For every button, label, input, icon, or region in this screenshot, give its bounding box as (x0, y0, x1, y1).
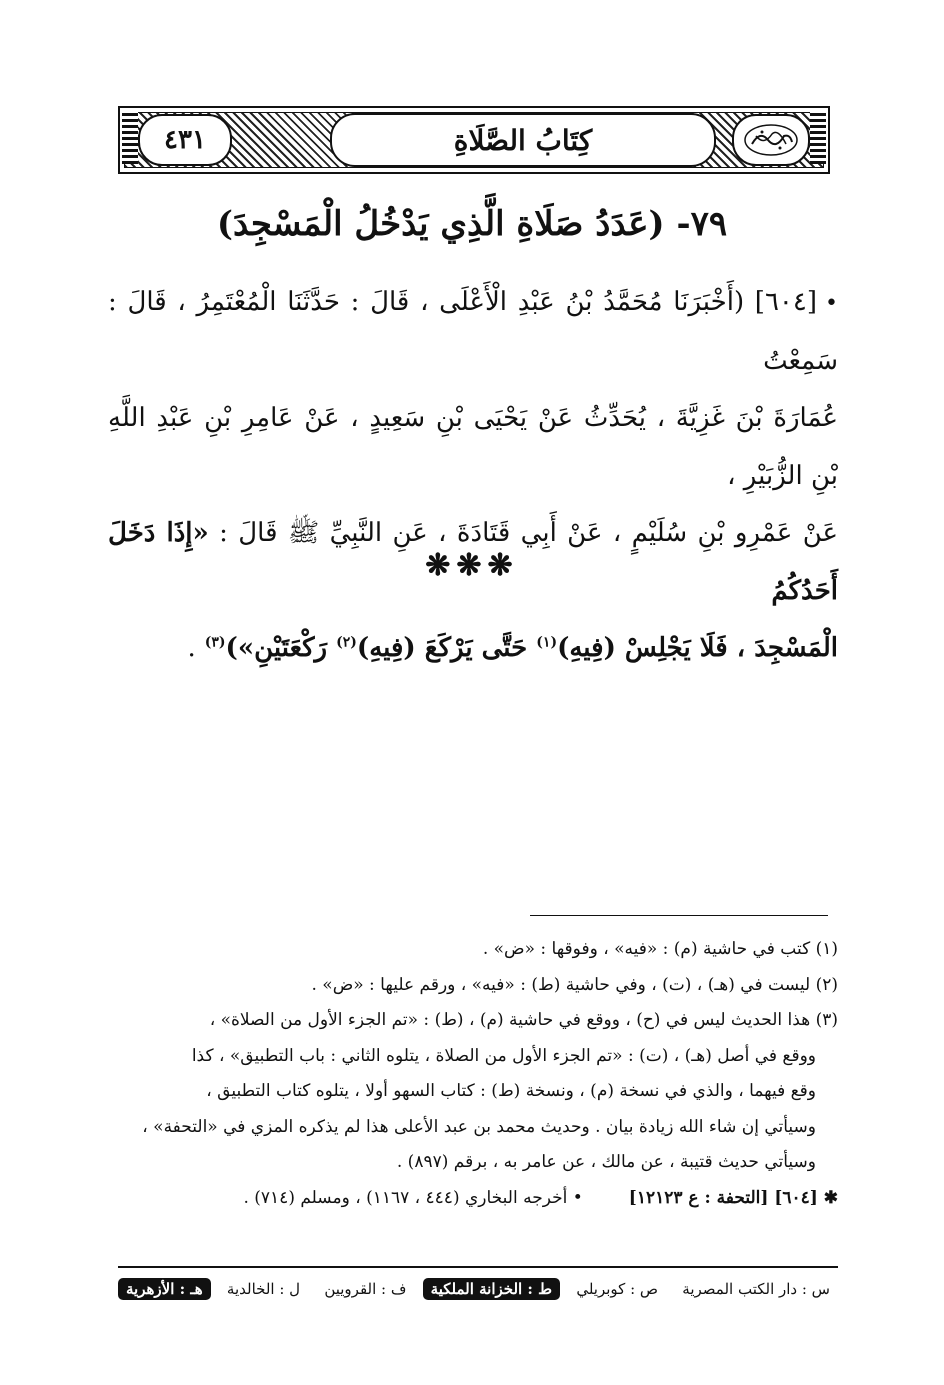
hadith-matn-start: «إِذَا دَخَلَ أَحَدُكُمُ (108, 518, 838, 606)
right-corner-ornament (810, 112, 826, 164)
footnote-2: (٢) ليست في (هـ) ، (ت) ، وفي حاشية (ط) : «فيه» ، ورقم عليها : «ض» . (311, 974, 838, 995)
hadith-line-1 (108, 274, 838, 390)
hadith-end-dot: . (187, 633, 196, 663)
hadith-line-1-text: [٦٠٤] (أَخْبَرَنَا مُحَمَّدُ بْنُ عَبْدِ الْأَعْلَى ، قَالَ : حَدَّثَنَا الْمُعْتَمِرُ ، قَالَ : سَمِعْتُ (108, 287, 838, 376)
footnote-ref-2[interactable]: (٢) (336, 634, 357, 651)
hadith-line-4a: الْمَسْجِدَ ، فَلَا يَجْلِسْ (فِيهِ) (557, 633, 838, 663)
manuscript-legend (118, 1272, 838, 1306)
footnote-ref-3[interactable]: (٣) (204, 634, 226, 651)
footnote-ref-1[interactable]: (١) (536, 634, 558, 651)
hadith-line-4 (108, 620, 838, 678)
legend-item-sad: ص : كوبريلي (576, 1280, 659, 1298)
footnote-3-line-1: (٣) هذا الحديث ليس في (ح) ، ووقع في حاشية (م) ، (ط) : «تم الجزء الأول من الصلاة» ، (209, 1010, 838, 1030)
page-number: ٤٣١ (164, 125, 206, 155)
footnote-3-line-3: وقع فيهما ، والذي في نسخة (م) ، ونسخة (ط) : كتاب السهو أولا ، يتلوه كتاب التطبيق ، (206, 1081, 816, 1101)
calligraphy-emblem-icon (742, 122, 800, 158)
footnote-3-line-2: ووقع في أصل (هـ) ، (ت) : «تم الجزء الأول من الصلاة ، يتلوه الثاني : باب التطبيق» ، كذا (191, 1045, 816, 1066)
hadith-line-4c: رَكْعَتَيْنِ») (225, 633, 328, 663)
footnote-rule (530, 915, 828, 916)
legend-item-fa: ف : القرويين (324, 1280, 407, 1298)
legend-item-ha: هـ : الأزهرية (118, 1278, 211, 1300)
book-emblem (732, 114, 810, 166)
footnote-3-line-5: وسيأتي حديث قتيبة ، عن مالك ، عن عامر به ، برقم (٨٩٧) . (396, 1152, 816, 1172)
hadith-bullet: • (825, 291, 838, 316)
page-number-cartouche (138, 114, 232, 166)
footnotes (118, 932, 838, 1216)
legend-rule (118, 1266, 838, 1268)
page-header-banner (118, 106, 830, 174)
legend-item-ta: ط : الخزانة الملكية (423, 1278, 560, 1300)
book-title-cartouche (330, 113, 716, 167)
hadith-line-3-text: عَنْ عَمْرِو بْنِ سُلَيْمٍ ، عَنْ أَبِي قَتَادَةَ ، عَنِ النَّبِيِّ ﷺ قَالَ : (219, 518, 839, 548)
takhrij-reference: • أخرجه البخاري (٤٤٤ ، ١١٦٧) ، ومسلم (٧١٤) . (243, 1187, 583, 1208)
legend-item-lam: ل : الخالدية (226, 1280, 301, 1298)
book-title: كِتَابُ الصَّلَاةِ (453, 123, 593, 157)
hadith-line-2: عُمَارَةَ بْنَ غَزِيَّةَ ، يُحَدِّثُ عَنْ يَحْيَى بْنِ سَعِيدٍ ، عَنْ عَامِرِ بْنِ عَبْدِ اللَّهِ بْنِ الزُّبَيْرِ ، (108, 403, 838, 491)
legend-item-s: س : دار الكتب المصرية (682, 1280, 830, 1298)
chapter-heading: ٧٩- (عَدَدُ صَلَاةِ الَّذِي يَدْخُلُ الْمَسْجِدَ) (216, 204, 728, 244)
takhrij-line (118, 1181, 838, 1217)
section-separator: ❋❋❋ (425, 548, 519, 583)
hadith-text (108, 274, 838, 678)
footnote-1: (١) كتب في حاشية (م) : «فيه» ، وفوقها : «ض» . (482, 939, 838, 959)
tuhfa-reference: ✱ [٦٠٤] [التحفة : ع ١٢١٢٣] (628, 1187, 838, 1208)
left-corner-ornament (122, 112, 138, 164)
footnote-3-line-4: وسيأتي إن شاء الله زيادة بيان . وحديث محمد بن عبد الأعلى هذا لم يذكره المزي في «التحفة» ، (142, 1116, 816, 1137)
hadith-line-4b: حَتَّى يَرْكَعَ (فِيهِ) (356, 633, 528, 663)
